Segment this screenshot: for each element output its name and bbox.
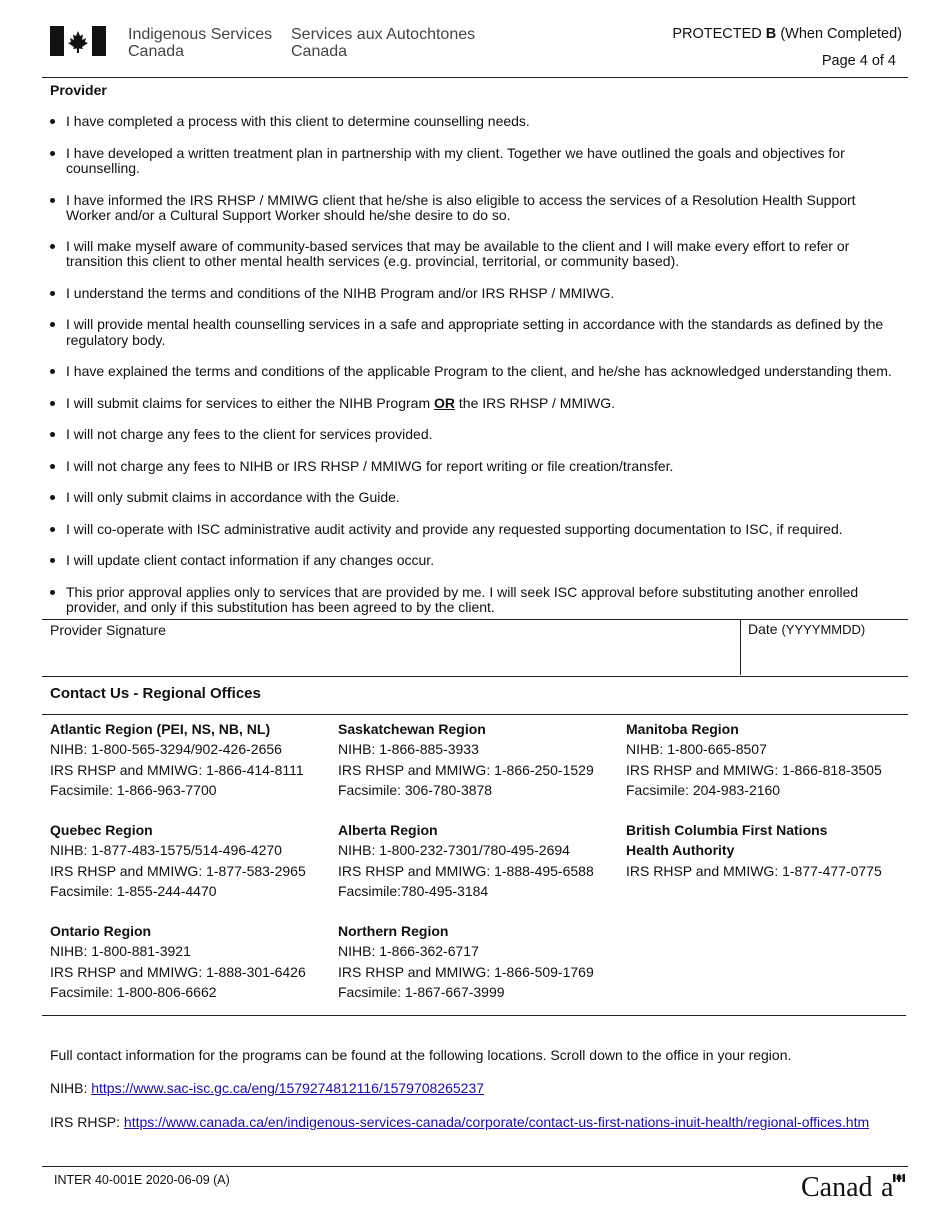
bullet-text: I will co-operate with ISC administrative audit activity and provide any requested supporting documentation to ISC, if required. [66,520,843,537]
list-item [48,490,898,506]
bullet-text: I understand the terms and conditions of the NIHB Program and/or IRS RHSP / MMIWG. [66,284,615,301]
department-name-french [291,26,475,60]
protected-classification [672,26,902,42]
bullet-text: I will submit claims for services to either the NIHB Program [66,394,434,411]
bullet-icon [50,151,55,156]
region-name: Northern Region [338,923,449,939]
canada-flag-logo [50,26,106,61]
bullet-icon [50,198,55,203]
irs-rhsp-link[interactable]: https://www.canada.ca/en/indigenous-services-canada/corporate/contact-us-first-nations-inuit-health/regional-offices.htm [123,1114,870,1130]
svg-text:Canad: Canad [801,1172,873,1200]
region-atlantic [50,719,330,800]
region-line: Facsimile: 1-800-806-6662 [50,983,217,1000]
department-name-english [128,26,272,60]
bullet-icon [50,369,55,374]
region-line: Facsimile:780-495-3184 [338,882,489,899]
region-name: Ontario Region [50,923,152,939]
region-line: NIHB: 1-800-665-8507 [626,741,767,758]
region-line: IRS RHSP and MMIWG: 1-877-583-2965 [50,862,306,879]
date-field[interactable] [748,621,865,637]
region-line: IRS RHSP and MMIWG: 1-888-495-6588 [338,862,594,879]
nihb-link[interactable]: https://www.sac-isc.gc.ca/eng/1579274812116/1579708265237 [91,1080,485,1096]
list-item [48,396,898,412]
region-line: IRS RHSP and MMIWG: 1-866-818-3505 [626,761,882,778]
region-line: IRS RHSP and MMIWG: 1-877-477-0775 [626,862,882,879]
signature-date-divider [740,619,741,675]
bullet-text: I will make myself aware of community-based services that may be available to the client and I will make every effort to refer or transition this client to other mental health services (e.g. provincial, territorial, or community based). [66,237,850,269]
bullet-text: I will not charge any fees to the client for services provided. [66,426,433,442]
canada-wordmark-logo [801,1170,905,1205]
region-line: IRS RHSP and MMIWG: 1-866-509-1769 [338,963,594,980]
dept-fr-line1: Services aux Autochtones [291,26,476,43]
list-item [48,553,898,569]
region-name: Quebec Region [50,822,153,838]
list-item [48,146,898,177]
region-line: IRS RHSP and MMIWG: 1-866-250-1529 [338,761,594,778]
footer-divider [42,1166,908,1167]
provider-section-title: Provider [50,82,107,98]
bullet-icon [50,401,55,406]
bullet-icon [50,527,55,532]
page-number: Page 4 of 4 [821,53,896,69]
bullet-text: I will update client contact information if any changes occur. [66,552,435,568]
list-item [48,193,898,224]
bullet-icon [50,119,55,124]
bullet-text: I have explained the terms and conditions of the applicable Program to the client, and he/she has acknowledged understanding them. [66,363,892,379]
bullet-text: I will not charge any fees to NIHB or IRS RHSP / MMIWG for report writing or file creation/transfer. [66,457,674,474]
contact-section-title: Contact Us - Regional Offices [50,685,261,702]
region-line: NIHB: 1-866-885-3933 [338,741,479,758]
list-item [48,364,898,380]
nihb-link-row [50,1080,484,1096]
protected-level: B [765,26,777,42]
region-quebec [50,820,330,901]
region-ontario [50,921,330,1002]
bullet-icon [50,291,55,296]
region-line: NIHB: 1-800-232-7301/780-495-2694 [338,842,570,859]
nihb-label: NIHB: [50,1080,92,1096]
protected-suffix: (When Completed) [780,26,902,42]
region-line: Facsimile: 1-855-244-4470 [50,882,217,899]
bullet-icon [50,495,55,500]
region-line: NIHB: 1-877-483-1575/514-496-4270 [50,842,282,859]
region-manitoba [626,719,906,800]
region-name: Alberta Region [338,822,438,838]
form-identifier: INTER 40-001E 2020-06-09 (A) [54,1173,230,1187]
region-bc-fnha [626,820,906,881]
region-saskatchewan [338,719,618,800]
irs-label: IRS RHSP: [50,1114,124,1130]
dept-en-line2: Canada [128,43,185,60]
bullet-text: I have developed a written treatment plan in partnership with my client. Together we have outlined the goals and objectives for counselling. [66,144,845,176]
region-line: Facsimile: 306-780-3878 [338,781,493,798]
region-line: IRS RHSP and MMIWG: 1-888-301-6426 [50,963,306,980]
region-line: NIHB: 1-866-362-6717 [338,943,479,960]
date-label: Date [748,621,778,637]
bullet-icon [50,322,55,327]
region-line: Facsimile: 204-983-2160 [626,781,781,798]
list-item [48,317,898,348]
bullet-text: I have informed the IRS RHSP / MMIWG client that he/she is also eligible to access the services of a Resolution Health Support Worker and/or a Cultural Support Worker should he/she desire to do so. [66,191,856,223]
region-name: British Columbia First Nations [626,822,828,838]
list-item [48,585,898,616]
header-divider [42,77,908,78]
region-line: Facsimile: 1-867-667-3999 [338,983,505,1000]
date-format-hint: (YYYYMMDD) [781,622,866,637]
list-item [48,114,898,130]
region-name: Manitoba Region [626,721,739,737]
provider-signature-field[interactable]: Provider Signature [50,622,166,638]
flag-icon [50,26,106,56]
canada-wordmark-icon [801,1170,905,1200]
region-line: NIHB: 1-800-565-3294/902-426-2656 [50,741,282,758]
bullet-text: This prior approval applies only to services that are provided by me. I will seek ISC approval before substituting another enrolled provider, and only if this substitution has been agreed to by the client. [66,583,859,615]
list-item [48,522,898,538]
bullet-text: I will only submit claims in accordance with the Guide. [66,489,400,505]
contact-divider-bottom [42,1015,906,1016]
emphasis-or: OR [434,394,455,411]
bullet-icon [50,558,55,563]
bullet-text: I have completed a process with this client to determine counselling needs. [66,113,530,129]
bullet-icon [50,432,55,437]
contact-info-intro: Full contact information for the programs can be found at the following locations. Scroll down to the office in your region. [50,1047,792,1063]
region-name: Atlantic Region (PEI, NS, NB, NL) [50,721,271,737]
dept-fr-line2: Canada [291,43,348,60]
region-line: IRS RHSP and MMIWG: 1-866-414-8111 [50,761,304,778]
contact-divider-top [42,714,908,715]
list-item [48,239,898,270]
bullet-icon [50,590,55,595]
provider-attestation-list [48,114,898,616]
dept-en-line1: Indigenous Services [128,26,273,43]
list-item [48,286,898,302]
region-alberta [338,820,618,901]
region-name: Saskatchewan Region [338,721,486,737]
region-line: Facsimile: 1-866-963-7700 [50,781,217,798]
svg-text:a: a [881,1172,894,1200]
region-northern [338,921,618,1002]
bullet-text: the IRS RHSP / MMIWG. [455,394,615,411]
list-item [48,459,898,475]
region-line: NIHB: 1-800-881-3921 [50,943,191,960]
list-item [48,427,898,443]
protected-prefix: PROTECTED [672,26,762,42]
irs-link-row [50,1114,869,1130]
bullet-icon [50,244,55,249]
bullet-icon [50,464,55,469]
region-name-line2: Health Authority [626,842,735,859]
bullet-text: I will provide mental health counselling services in a safe and appropriate setting in accordance with the standards as defined by the regulatory body. [66,316,884,348]
